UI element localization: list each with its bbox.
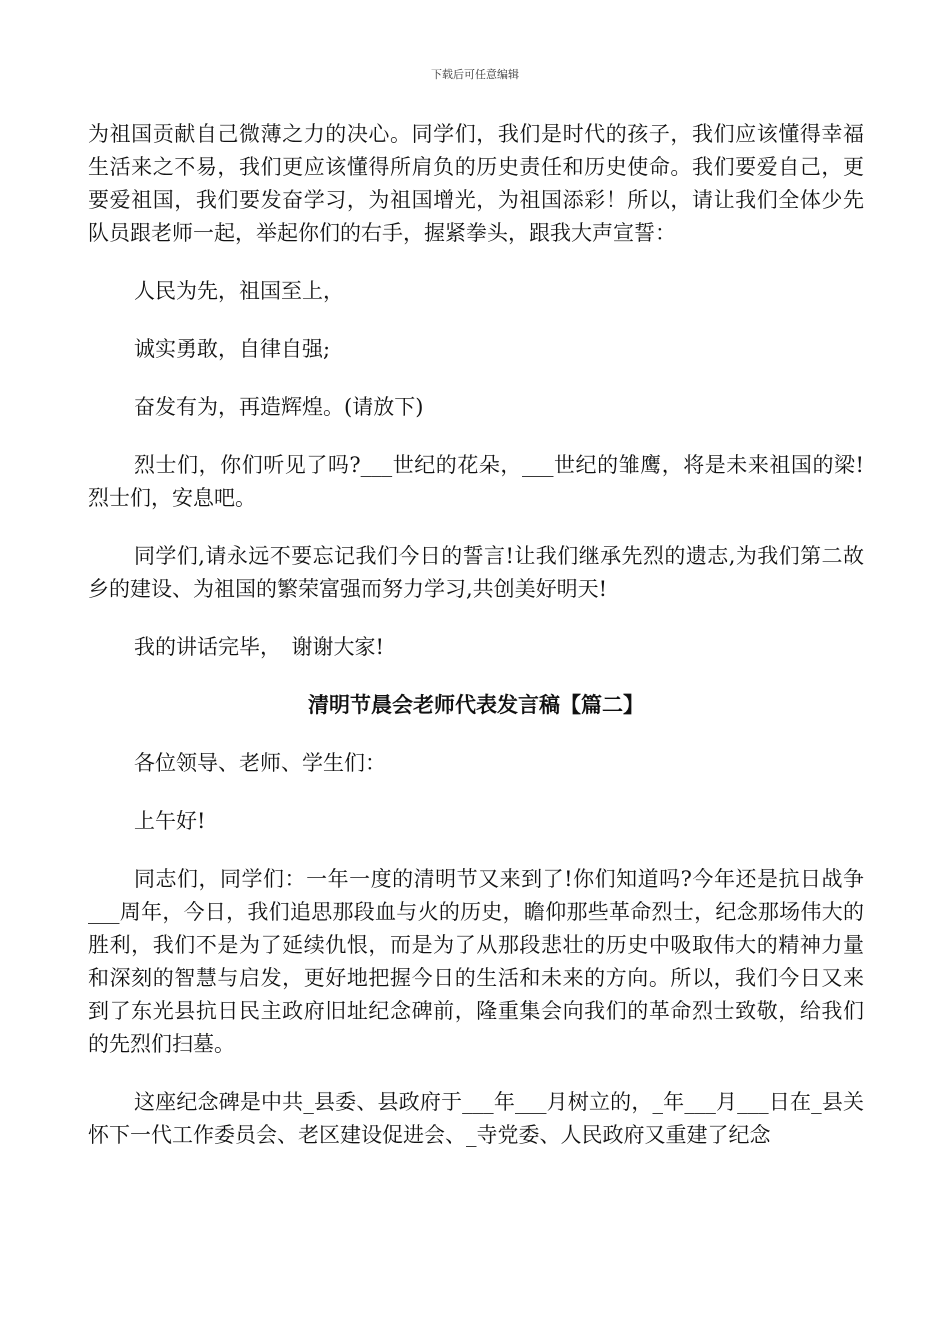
paragraph-martyrs: 烈士们，你们听见了吗?___世纪的花朵，___世纪的雏鹰，将是未来祖国的梁!烈士们，安息吧。 [88,453,864,510]
oath-line-3: 奋发有为，再造辉煌。(请放下) [134,395,424,419]
good-morning: 上午好! [134,809,206,833]
header-note: 下载后可任意编辑 [431,68,519,81]
paragraph-qingming: 同志们，同学们：一年一度的清明节又来到了!你们知道吗?今年还是抗日战争___周年，今日，我们追思那段血与火的历史，瞻仰那些革命烈士，纪念那场伟大的胜利，我们不是为了延续仇恨，而是为了从那段悲壮的历史中吸取伟大的精神力量和深刻的智慧与启发，更好地把握今日的生活和未来的方向。所以，我们今日又来到了东光县抗日民主政府旧址纪念碑前，隆重集会向我们的革命烈士致敬，给我们的先烈们扫墓。 [88,867,864,1056]
oath-line-1: 人民为先，祖国至上， [134,279,344,303]
paragraph-closing: 我的讲话完毕， 谢谢大家! [134,635,384,659]
paragraph-monument: 这座纪念碑是中共_县委、县政府于___年___月树立的，_年___月___日在_县关怀下一代工作委员会、老区建设促进会、_寺党委、人民政府又重建了纪念 [88,1090,864,1147]
paragraph-resolve: 为祖国贡献自己微薄之力的决心。同学们，我们是时代的孩子，我们应该懂得幸福生活来之不易，我们更应该懂得所肩负的历史责任和历史使命。我们要爱自己，更要爱祖国，我们要发奋学习，为祖国增光，为祖国添彩！所以，请让我们全体少先队员跟老师一起，举起你们的右手，握紧拳头，跟我大声宣誓： [88,122,864,245]
section-title: 清明节晨会老师代表发言稿【篇二】 [308,693,644,717]
oath-line-2: 诚实勇敢，自律自强; [134,337,331,361]
greeting: 各位领导、老师、学生们： [134,751,386,775]
paragraph-students: 同学们,请永远不要忘记我们今日的誓言!让我们继承先烈的遗志,为我们第二故乡的建设、为祖国的繁荣富强而努力学习,共创美好明天! [88,544,864,601]
document-body [88,118,864,1152]
